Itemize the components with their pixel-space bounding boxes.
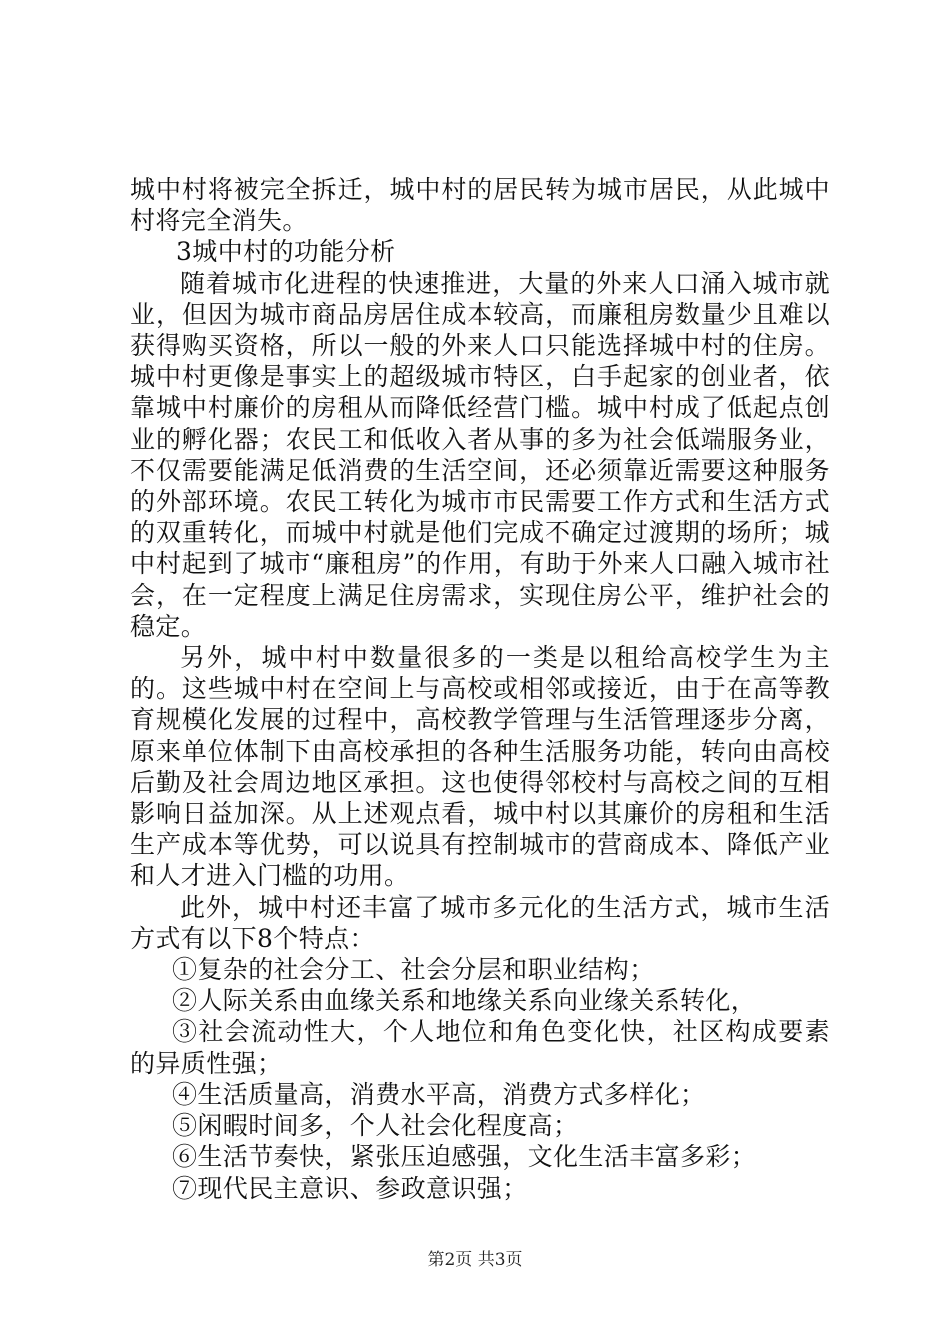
list-item: ④生活质量高，消费水平高，消费方式多样化； [172, 1079, 706, 1109]
list-item: ⑤闲暇时间多，个人社会化程度高； [172, 1111, 579, 1141]
list-item: ⑦现代民主意识、参政意识强； [172, 1173, 528, 1203]
section-heading: 3城中村的功能分析 [176, 237, 396, 267]
paragraph: 另外，城中村中数量很多的一类是以租给高校学生为主的。这些城中村在空间上与高校或相邻或接近，由于在高等教育规模化发展的过程中，高校教学管理与生活管理逐步分离，原来单位体制下由高校承担的各种生活服务功能，转向由高校后勤及社会周边地区承担。这也使得邻校村与高校之间的互相影响日益加深。从上述观点看，城中村以其廉价的房租和生活生产成本等优势，可以说具有控制城市的营商成本、降低产业和人才进入门槛的功用。 [130, 643, 830, 891]
list-item: ⑥生活节奏快，紧张压迫感强，文化生活丰富多彩； [172, 1142, 757, 1172]
list-item: ①复杂的社会分工、社会分层和职业结构； [172, 955, 655, 985]
paragraph-continuation: 城中村将被完全拆迁，城中村的居民转为城市居民，从此城中村将完全消失。 [130, 175, 830, 236]
paragraph: 此外，城中村还丰富了城市多元化的生活方式，城市生活方式有以下8个特点： [130, 892, 830, 953]
page-footer: 第2页 共3页 [427, 1250, 523, 1270]
list-item: ②人际关系由血缘关系和地缘关系向业缘关系转化， [172, 986, 757, 1016]
document-body [130, 174, 830, 1204]
paragraph: 随着城市化进程的快速推进，大量的外来人口涌入城市就业，但因为城市商品房居住成本较高，而廉租房数量少且难以获得购买资格，所以一般的外来人口只能选择城中村的住房。城中村更像是事实上的超级城市特区，白手起家的创业者，依靠城中村廉价的房租从而降低经营门槛。城中村成了低起点创业的孵化器；农民工和低收入者从事的多为社会低端服务业，不仅需要能满足低消费的生活空间，还必须靠近需要这种服务的外部环境。农民工转化为城市市民需要工作方式和生活方式的双重转化，而城中村就是他们完成不确定过渡期的场所；城中村起到了城市“廉租房”的作用，有助于外来人口融入城市社会，在一定程度上满足住房需求，实现住房公平，维护社会的稳定。 [130, 268, 830, 641]
list-item: ③社会流动性大，个人地位和角色变化快，社区构成要素的异质性强； [130, 1017, 830, 1078]
